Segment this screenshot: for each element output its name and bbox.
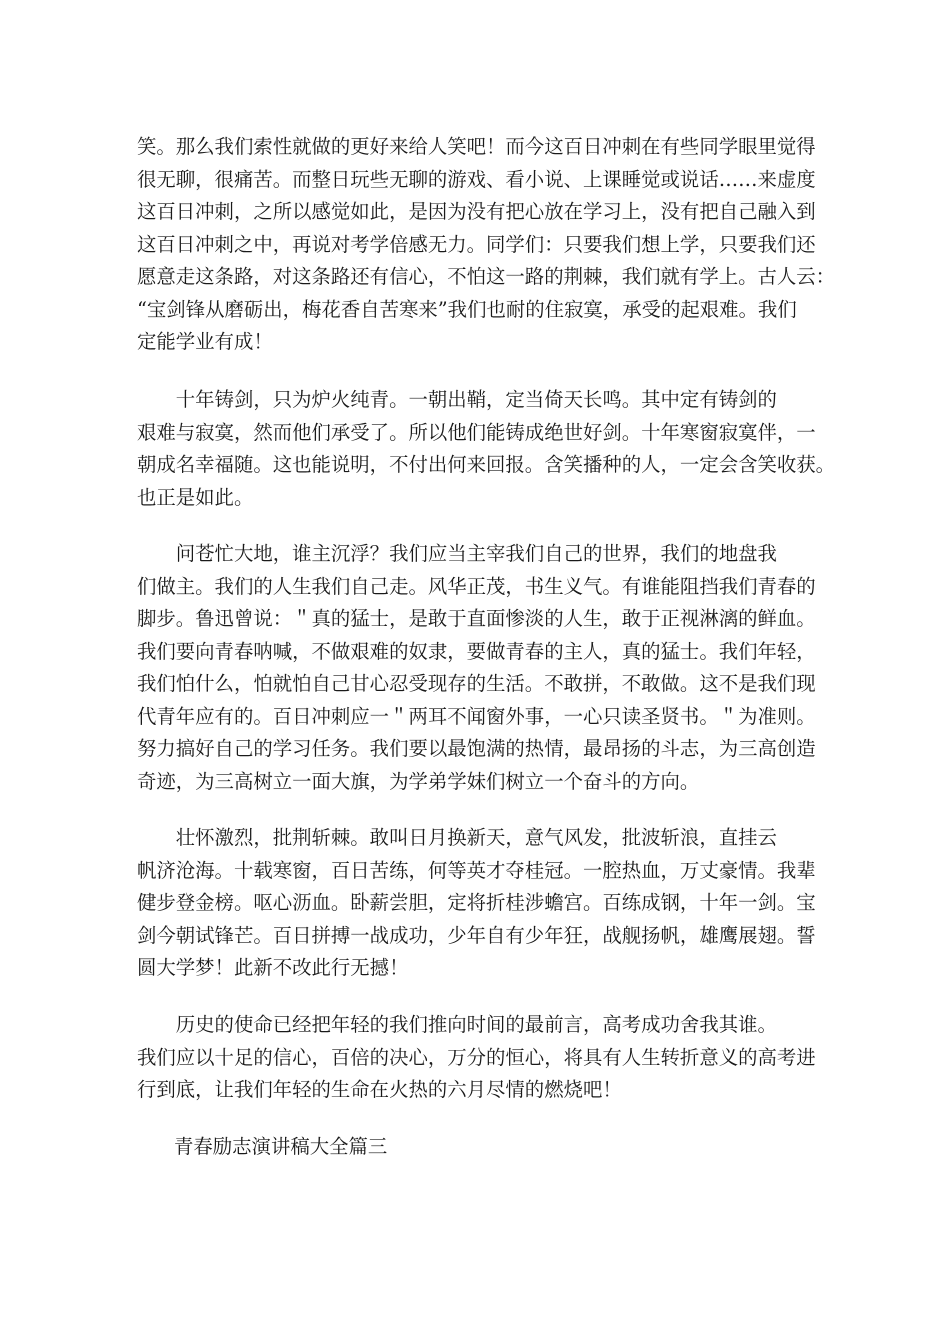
text-line: 脚步。鲁迅曾说：＂真的猛士，是敢于直面惨淡的人生，敢于正视淋漓的鲜血。 (137, 607, 816, 630)
text-line: 们做主。我们的人生我们自己走。风华正茂，书生义气。有谁能阻挡我们青春的 (137, 574, 816, 598)
text-line: 努力搞好自己的学习任务。我们要以最饱满的热情，最昂扬的斗志，为三高创造 (137, 737, 816, 760)
text-line: “宝剑锋从磨砺出，梅花香自苦寒来”我们也耐的住寂寞，承受的起艰难。我们 (137, 297, 797, 321)
text-line: 笑。那么我们索性就做的更好来给人笑吧！而今这百日冲刺在有些同学眼里觉得 (137, 135, 816, 158)
paragraph-2 (137, 384, 836, 514)
paragraph-4 (137, 822, 817, 985)
text-line: 壮怀激烈，批荆斩棘。敢叫日月换新天，意气风发，批波斩浪，直挂云 (137, 826, 777, 849)
paragraph-1 (137, 131, 836, 359)
text-line: 历史的使命已经把年轻的我们推向时间的最前言，高考成功舍我其谁。 (137, 1013, 777, 1036)
text-line: 剑今朝试锋芒。百日拼搏一战成功，少年自有少年狂，战舰扬帆，雄鹰展翅。誓 (137, 923, 816, 947)
text-line: 圆大学梦！此新不改此行无撼！ (137, 956, 409, 979)
text-line: 这百日冲刺之中，再说对考学倍感无力。同学们：只要我们想上学，只要我们还 (137, 232, 816, 256)
text-line: 问苍忙大地，谁主沉浮？我们应当主宰我们自己的世界，我们的地盘我 (137, 542, 777, 565)
text-line: 行到底，让我们年轻的生命在火热的六月尽情的燃烧吧！ (137, 1078, 622, 1101)
section-heading: 青春励志演讲稿大全篇三 (174, 1135, 388, 1158)
text-line: 我们应以十足的信心，百倍的决心，万分的恒心，将具有人生转折意义的高考进 (137, 1045, 816, 1069)
text-line: 健步登金榜。呕心沥血。卧薪尝胆，定将折桂涉蟾宫。百练成钢，十年一剑。宝 (137, 891, 816, 914)
text-line: 帆济沧海。十载寒窗，百日苦练，何等英才夺桂冠。一腔热血，万丈豪情。我辈 (137, 858, 816, 882)
text-line: 我们要向青春呐喊，不做艰难的奴隶，要做青春的主人，真的猛士。我们年轻， (137, 639, 816, 663)
text-line: 艰难与寂寞，然而他们承受了。所以他们能铸成绝世好剑。十年寒窗寂寞伴，一 (137, 420, 816, 444)
text-line: 奇迹，为三高树立一面大旗，为学弟学妹们树立一个奋斗的方向。 (137, 769, 700, 793)
text-line: 朝成名幸福随。这也能说明，不付出何来回报。含笑播种的人，一定会含笑收获。 (137, 453, 836, 476)
text-line: 十年铸剑，只为炉火纯青。一朝出鞘，定当倚天长鸣。其中定有铸剑的 (137, 388, 777, 411)
paragraph-5 (137, 1009, 817, 1107)
text-line: 定能学业有成！ (137, 330, 273, 353)
text-line: 我们怕什么，怕就怕自己甘心忍受现存的生活。不敢拼，不敢做。这不是我们现 (137, 672, 816, 695)
text-line: 愿意走这条路，对这条路还有信心，不怕这一路的荆棘，我们就有学上。古人云： (137, 265, 836, 288)
text-line: 很无聊，很痛苦。而整日玩些无聊的游戏、看小说、上课睡觉或说话……来虚度 (137, 167, 816, 191)
text-line: 这百日冲刺，之所以感觉如此，是因为没有把心放在学习上，没有把自己融入到 (137, 200, 816, 223)
text-line: 代青年应有的。百日冲刺应一＂两耳不闻窗外事，一心只读圣贤书。＂为准则。 (137, 704, 816, 728)
paragraph-3 (137, 538, 817, 798)
text-line: 也正是如此。 (137, 485, 254, 509)
